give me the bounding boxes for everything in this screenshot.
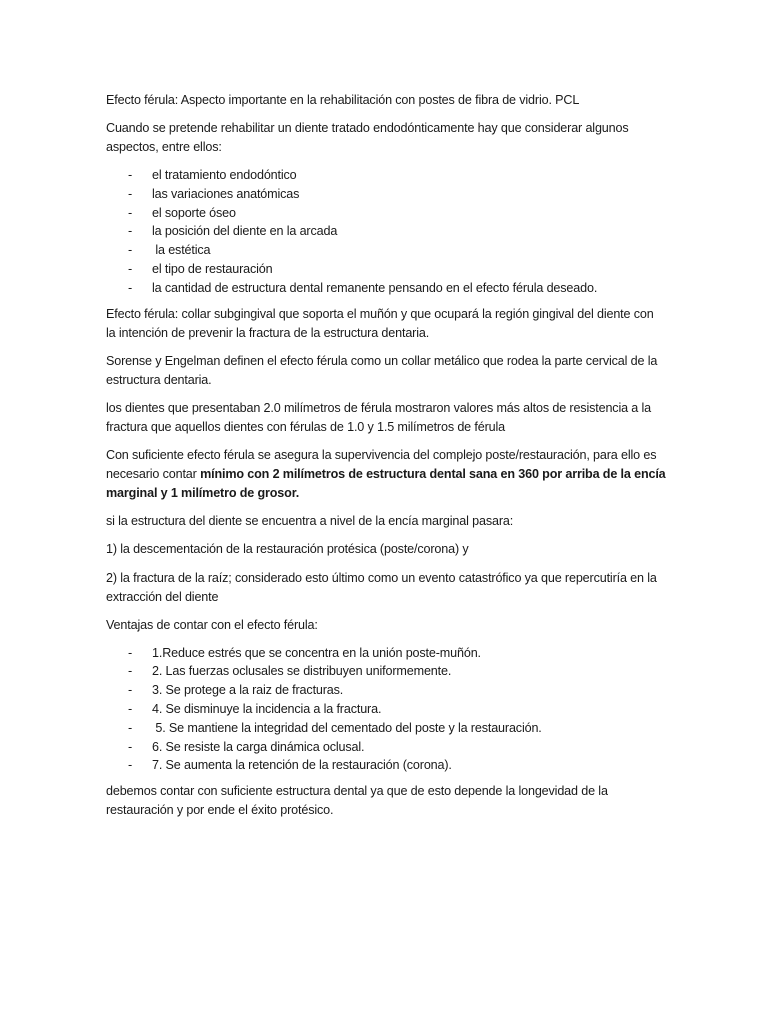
document-body	[106, 91, 666, 829]
list-item: - la posición del diente en la arcada	[128, 224, 338, 239]
list-item: - 2. Las fuerzas oclusales se distribuyen uniformemente.	[128, 664, 452, 679]
list-item: - el tipo de restauración	[128, 261, 273, 276]
list-item: - el soporte óseo	[128, 205, 236, 220]
list-item: - las variaciones anatómicas	[128, 186, 300, 201]
intro-paragraph: Cuando se pretende rehabilitar un diente tratado endodónticamente hay que considerar algunos aspectos, entre ellos:	[106, 121, 629, 154]
list-item: - 6. Se resiste la carga dinámica oclusal.	[128, 739, 365, 754]
aspects-list	[106, 166, 666, 298]
list-item: - 5. Se mantiene la integridad del cementado del poste y la restauración.	[128, 720, 542, 735]
study-paragraph: los dientes que presentaban 2.0 milímetros de férula mostraron valores más altos de resistencia a la fractura que aquellos dientes con férulas de 1.0 y 1.5 milímetros de férula	[106, 400, 652, 434]
advantages-list	[106, 644, 666, 776]
list-item: - la estética	[128, 243, 211, 258]
sufficient-paragraph: Con suficiente efecto férula se asegura la supervivencia del complejo poste/restauración, para ello es necesario contar mínimo con 2 milímetros de estructura dental sana en 360 por arriba de la encía marginal y 1 milímetro de grosor.	[106, 447, 666, 500]
consequence-2: 2) la fractura de la raíz; considerado esto último como un evento catastrófico ya que repercutiría en la extracción del diente	[106, 570, 657, 604]
conclusion-paragraph: debemos contar con suficiente estructura dental ya que de esto depende la longevidad de la restauración y por ende el éxito protésico.	[106, 784, 608, 818]
list-item: - 1.Reduce estrés que se concentra en la unión poste-muñón.	[128, 645, 481, 660]
sufficient-emphasis: mínimo con 2 milímetros de estructura dental sana en 360 por arriba de la encía marginal y 1 milímetro de grosor.	[106, 466, 666, 500]
list-item: - 4. Se disminuye la incidencia a la fractura.	[128, 701, 382, 716]
consequence-1: 1) la descementación de la restauración protésica (poste/corona) y	[106, 541, 469, 556]
heading-line: Efecto férula: Aspecto importante en la rehabilitación con postes de fibra de vidrio. PCL	[106, 93, 580, 107]
list-item: - 3. Se protege a la raiz de fracturas.	[128, 683, 344, 698]
list-item: - el tratamiento endodóntico	[128, 168, 297, 182]
sorense-paragraph: Sorense y Engelman definen el efecto férula como un collar metálico que rodea la parte cervical de la estructura dentaria.	[106, 353, 658, 387]
definition-paragraph: Efecto férula: collar subgingival que soporta el muñón y que ocupará la región gingival del diente con la intención de prevenir la fractura de la estructura dentaria.	[106, 306, 654, 340]
list-item: - la cantidad de estructura dental remanente pensando en el efecto férula deseado.	[128, 280, 598, 295]
advantages-title: Ventajas de contar con el efecto férula:	[106, 617, 318, 632]
list-item: - 7. Se aumenta la retención de la restauración (corona).	[128, 758, 452, 773]
if-paragraph: si la estructura del diente se encuentra a nivel de la encía marginal pasara:	[106, 513, 514, 528]
